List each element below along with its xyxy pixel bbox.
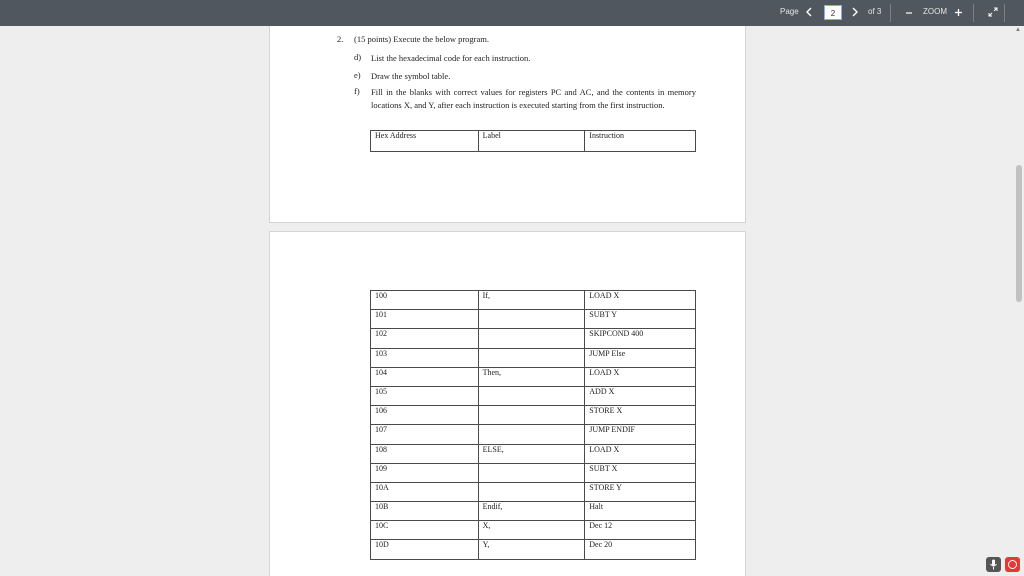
cell-label: Y,	[478, 540, 585, 559]
table-row	[371, 386, 696, 405]
fullscreen-button[interactable]	[985, 5, 1001, 21]
table-row	[371, 540, 696, 559]
page-count: of 3	[868, 7, 882, 16]
cell-instruction: JUMP ENDIF	[585, 425, 696, 444]
page-number-input[interactable]: 2	[824, 5, 842, 20]
document-page	[269, 26, 746, 223]
cell-instruction: STORE Y	[585, 482, 696, 501]
cell-instruction: Halt	[585, 502, 696, 521]
table-row	[371, 463, 696, 482]
part-text: Draw the symbol table.	[371, 71, 451, 81]
part-label: f)	[354, 86, 360, 96]
part-label: e)	[354, 70, 361, 80]
header-hex-address: Hex Address	[371, 131, 479, 152]
cell-instruction: JUMP Else	[585, 348, 696, 367]
zoom-in-button[interactable]	[950, 5, 966, 21]
cell-hex-address: 10A	[371, 482, 479, 501]
prev-page-button[interactable]	[801, 5, 817, 21]
table-row	[371, 310, 696, 329]
cell-hex-address: 10D	[371, 540, 479, 559]
part-text: Fill in the blanks with correct values for registers PC and AC, and the contents in memory locations X, and Y, after each instruction is executed starting from the first instruction.	[371, 87, 696, 110]
table-row	[371, 444, 696, 463]
scroll-up-arrow-icon[interactable]: ▲	[1015, 27, 1021, 33]
viewer-toolbar	[0, 0, 1024, 26]
cell-instruction: SKIPCOND 400	[585, 329, 696, 348]
next-page-button[interactable]	[847, 5, 863, 21]
table-row	[371, 425, 696, 444]
microphone-icon[interactable]	[986, 557, 1001, 572]
part-text: List the hexadecimal code for each instruction.	[371, 53, 531, 63]
cell-hex-address: 102	[371, 329, 479, 348]
cell-hex-address: 106	[371, 406, 479, 425]
cell-label: If,	[478, 291, 585, 310]
cell-label: ELSE,	[478, 444, 585, 463]
cell-hex-address: 104	[371, 367, 479, 386]
part-label: d)	[354, 52, 362, 62]
cell-label	[478, 425, 585, 444]
record-icon[interactable]	[1005, 557, 1020, 572]
minus-icon	[905, 9, 913, 17]
toolbar-divider	[973, 4, 974, 22]
table-row	[371, 367, 696, 386]
header-instruction: Instruction	[585, 131, 696, 152]
table-row	[371, 502, 696, 521]
cell-hex-address: 10C	[371, 521, 479, 540]
table-row	[371, 348, 696, 367]
cell-hex-address: 108	[371, 444, 479, 463]
chevron-right-icon	[851, 7, 859, 17]
cell-hex-address: 109	[371, 463, 479, 482]
program-table	[370, 290, 696, 560]
cell-instruction: ADD X	[585, 386, 696, 405]
cell-label	[478, 348, 585, 367]
cell-hex-address: 100	[371, 291, 479, 310]
question-text: (15 points) Execute the below program.	[354, 34, 490, 44]
scrollbar-thumb[interactable]	[1016, 165, 1022, 302]
cell-instruction: LOAD X	[585, 444, 696, 463]
cell-hex-address: 107	[371, 425, 479, 444]
table-row	[371, 482, 696, 501]
expand-icon	[988, 7, 998, 17]
table-row	[371, 291, 696, 310]
cell-instruction: Dec 20	[585, 540, 696, 559]
table-row	[371, 406, 696, 425]
cell-label: Then,	[478, 367, 585, 386]
table-row	[371, 329, 696, 348]
cell-instruction: STORE X	[585, 406, 696, 425]
document-page	[269, 231, 746, 576]
cell-hex-address: 105	[371, 386, 479, 405]
page-label: Page	[780, 7, 799, 16]
cell-instruction: LOAD X	[585, 291, 696, 310]
cell-hex-address: 10B	[371, 502, 479, 521]
zoom-out-button[interactable]	[901, 5, 917, 21]
cell-label	[478, 329, 585, 348]
cell-label	[478, 386, 585, 405]
program-table-body	[371, 291, 696, 560]
plus-icon	[954, 8, 963, 17]
cell-label	[478, 463, 585, 482]
cell-label	[478, 406, 585, 425]
cell-instruction: SUBT Y	[585, 310, 696, 329]
question-number: 2.	[337, 34, 344, 44]
program-table-header	[370, 130, 696, 152]
table-row	[371, 521, 696, 540]
cell-label	[478, 482, 585, 501]
cell-instruction: SUBT X	[585, 463, 696, 482]
cell-hex-address: 103	[371, 348, 479, 367]
chevron-left-icon	[805, 7, 813, 17]
table-row	[371, 131, 696, 152]
toolbar-divider	[1004, 4, 1005, 22]
cell-instruction: LOAD X	[585, 367, 696, 386]
toolbar-divider	[890, 4, 891, 22]
cell-label	[478, 310, 585, 329]
cell-label: X,	[478, 521, 585, 540]
zoom-label: ZOOM	[923, 7, 947, 16]
cell-hex-address: 101	[371, 310, 479, 329]
cell-label: Endif,	[478, 502, 585, 521]
cell-instruction: Dec 12	[585, 521, 696, 540]
header-label: Label	[478, 131, 585, 152]
